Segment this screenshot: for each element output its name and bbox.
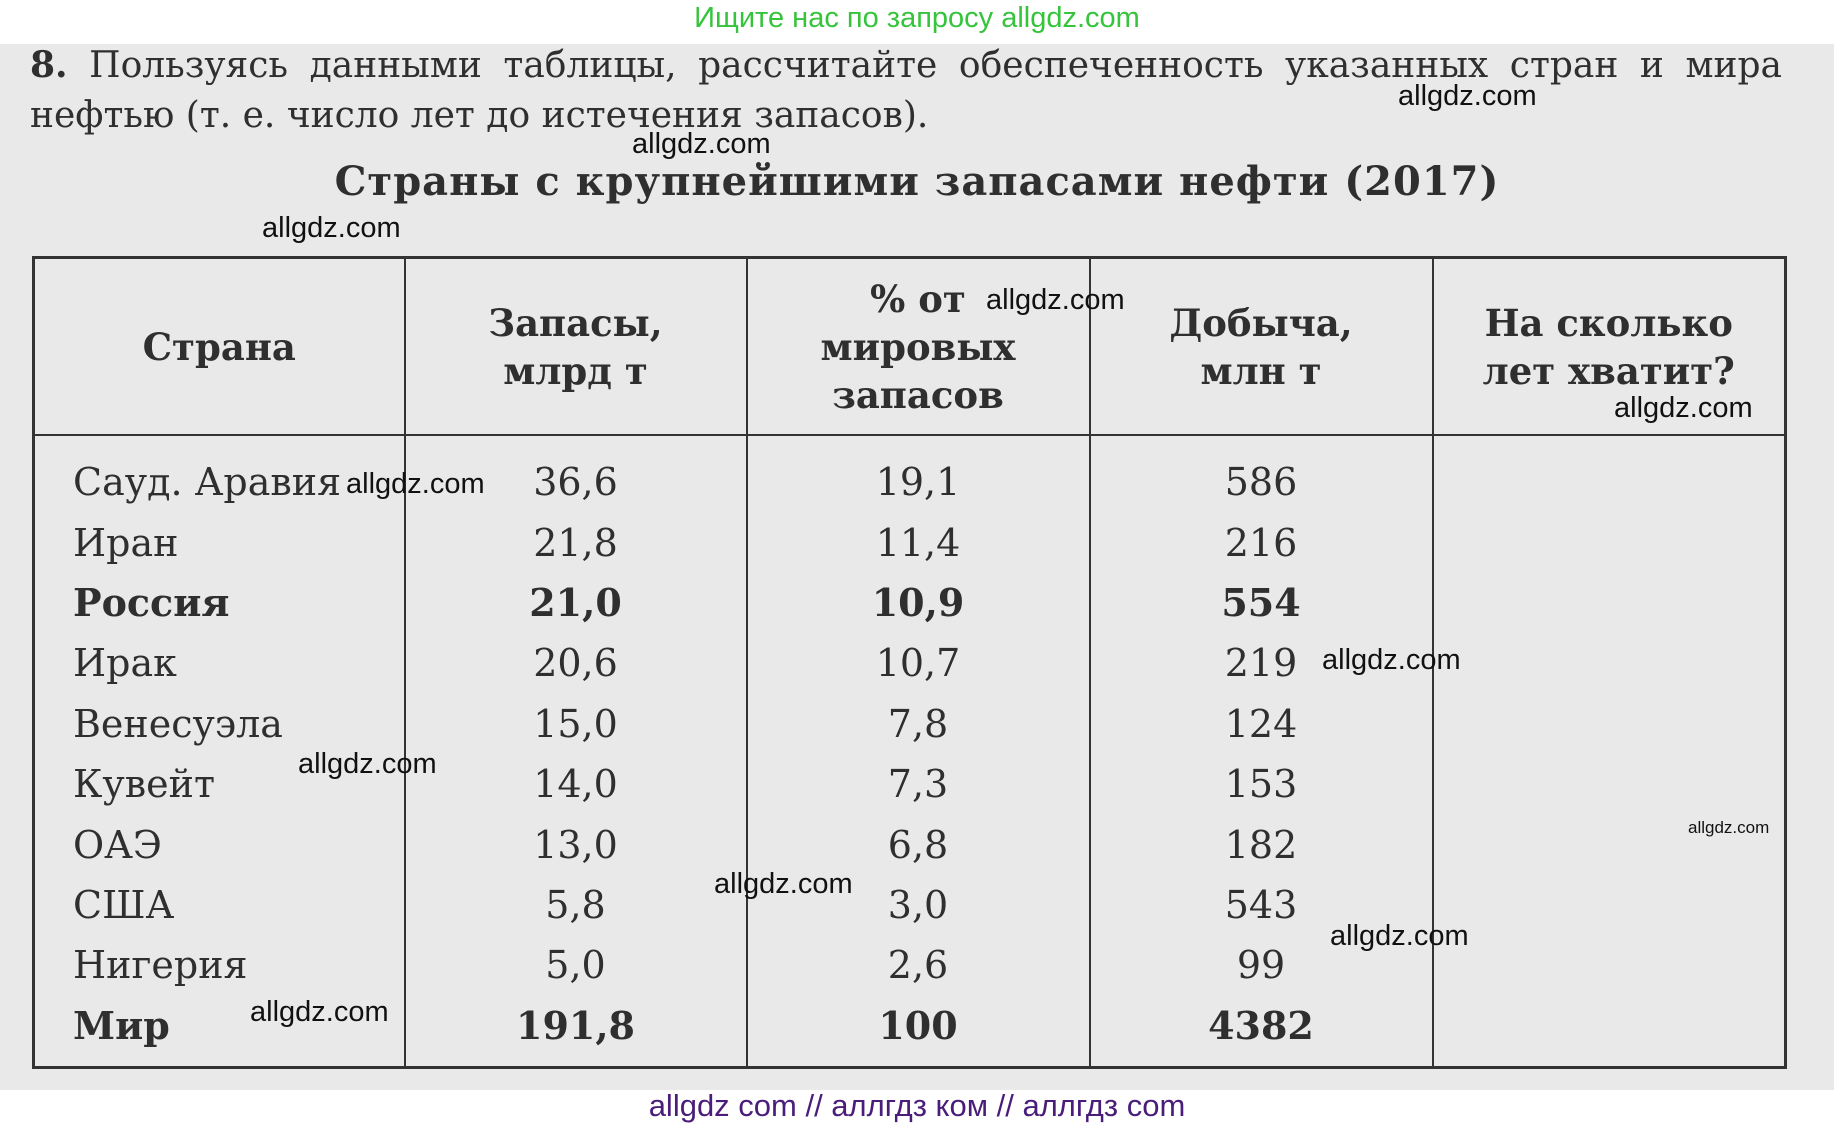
cell-country: Венесуэла: [34, 694, 405, 754]
watermark: allgdz.com: [346, 468, 485, 500]
cell-production: 216: [1090, 512, 1433, 572]
cell-reserves: 5,8: [405, 875, 747, 935]
cell-country: Ирак: [34, 633, 405, 693]
cell-share: 6,8: [747, 814, 1090, 874]
cell-reserves: 21,8: [405, 512, 747, 572]
cell-share: 10,9: [747, 573, 1090, 633]
table-header-row: [34, 258, 1786, 436]
watermark: allgdz.com: [1398, 80, 1537, 112]
table-row: [34, 573, 1786, 633]
table-title: Страны с крупнейшими запасами нефти (2017): [334, 158, 1500, 205]
bottom-banner: allgdz com // аллгдз ком // аллгдз com: [648, 1088, 1186, 1123]
cell-reserves: 191,8: [405, 996, 747, 1068]
cell-share: 3,0: [747, 875, 1090, 935]
watermark: allgdz.com: [1688, 818, 1770, 837]
cell-country: Россия: [34, 573, 405, 633]
table-row: [34, 694, 1786, 754]
table-row: [34, 512, 1786, 572]
watermark: allgdz.com: [632, 128, 771, 160]
cell-years: [1433, 633, 1786, 693]
cell-reserves: 14,0: [405, 754, 747, 814]
cell-years: [1433, 694, 1786, 754]
cell-share: 7,3: [747, 754, 1090, 814]
cell-share: 2,6: [747, 935, 1090, 995]
task-body: Пользуясь данными таблицы, рассчитайте обеспеченность указанных стран и мира нефтью (т. е. число лет до истечения запасов).: [30, 45, 1783, 136]
cell-country: США: [34, 875, 405, 935]
watermark: allgdz.com: [250, 996, 389, 1028]
cell-country: Сауд. Аравия: [34, 435, 405, 512]
task-number: 8.: [30, 44, 68, 86]
cell-country: Иран: [34, 512, 405, 572]
cell-reserves: 36,6: [405, 435, 747, 512]
cell-years: [1433, 875, 1786, 935]
table-row: [34, 875, 1786, 935]
cell-share: 11,4: [747, 512, 1090, 572]
oil-reserves-table: [32, 256, 1787, 1069]
watermark: allgdz.com: [1330, 920, 1469, 952]
table-row: [34, 435, 1786, 512]
cell-production: 543: [1090, 875, 1433, 935]
cell-production: 153: [1090, 754, 1433, 814]
watermark: allgdz.com: [986, 284, 1125, 316]
cell-country: Мир: [34, 996, 405, 1068]
top-banner: Ищите нас по запросу allgdz.com: [694, 2, 1140, 34]
cell-share: 7,8: [747, 694, 1090, 754]
cell-reserves: 5,0: [405, 935, 747, 995]
cell-production: 182: [1090, 814, 1433, 874]
header-production: Добыча, млн т: [1090, 258, 1433, 436]
cell-country: Нигерия: [34, 935, 405, 995]
cell-reserves: 13,0: [405, 814, 747, 874]
cell-production: 586: [1090, 435, 1433, 512]
cell-country: Кувейт: [34, 754, 405, 814]
header-reserves: Запасы, млрд т: [405, 258, 747, 436]
cell-years: [1433, 435, 1786, 512]
cell-reserves: 21,0: [405, 573, 747, 633]
table-row: [34, 935, 1786, 995]
cell-years: [1433, 996, 1786, 1068]
watermark: allgdz.com: [298, 748, 437, 780]
cell-share: 19,1: [747, 435, 1090, 512]
cell-production: 4382: [1090, 996, 1433, 1068]
cell-reserves: 15,0: [405, 694, 747, 754]
table-row: [34, 754, 1786, 814]
cell-share: 10,7: [747, 633, 1090, 693]
cell-reserves: 20,6: [405, 633, 747, 693]
cell-years: [1433, 935, 1786, 995]
watermark: allgdz.com: [1322, 644, 1461, 676]
cell-years: [1433, 754, 1786, 814]
watermark: allgdz.com: [262, 212, 401, 244]
table-row: [34, 633, 1786, 693]
cell-production: 99: [1090, 935, 1433, 995]
cell-years: [1433, 512, 1786, 572]
table-row: [34, 814, 1786, 874]
watermark: allgdz.com: [1614, 392, 1753, 424]
cell-production: 124: [1090, 694, 1433, 754]
cell-production: 219: [1090, 633, 1433, 693]
cell-years: [1433, 573, 1786, 633]
cell-production: 554: [1090, 573, 1433, 633]
header-country: Страна: [34, 258, 405, 436]
header-world-share: % от мировых запасов: [747, 258, 1090, 436]
cell-country: ОАЭ: [34, 814, 405, 874]
watermark: allgdz.com: [714, 868, 853, 900]
header-years-left: На сколько лет хватит?: [1433, 258, 1786, 436]
cell-share: 100: [747, 996, 1090, 1068]
